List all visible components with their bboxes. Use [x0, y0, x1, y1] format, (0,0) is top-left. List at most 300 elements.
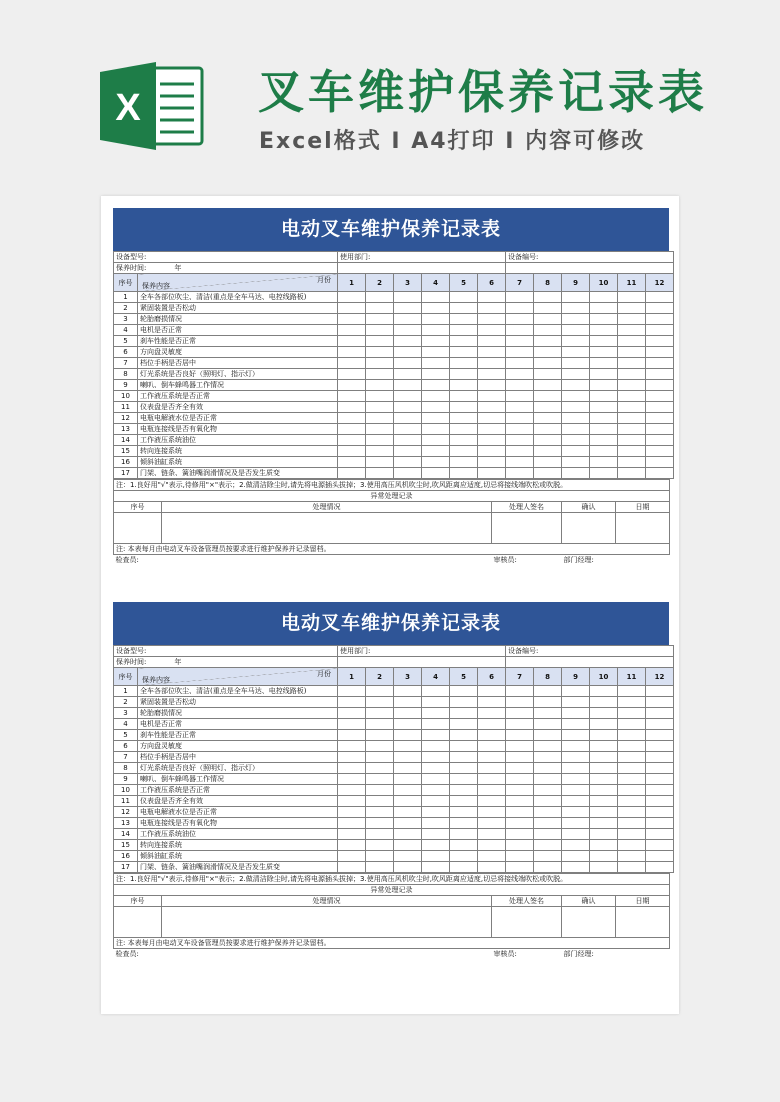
check-cell[interactable] [590, 697, 618, 708]
check-cell[interactable] [366, 402, 394, 413]
check-cell[interactable] [366, 424, 394, 435]
check-cell[interactable] [618, 818, 646, 829]
check-cell[interactable] [534, 840, 562, 851]
check-cell[interactable] [534, 336, 562, 347]
check-cell[interactable] [338, 391, 366, 402]
check-cell[interactable] [478, 862, 506, 873]
check-cell[interactable] [646, 391, 674, 402]
check-cell[interactable] [422, 730, 450, 741]
check-cell[interactable] [534, 413, 562, 424]
check-cell[interactable] [450, 829, 478, 840]
check-cell[interactable] [646, 752, 674, 763]
check-cell[interactable] [338, 358, 366, 369]
check-cell[interactable] [478, 851, 506, 862]
check-cell[interactable] [618, 796, 646, 807]
check-cell[interactable] [534, 818, 562, 829]
check-cell[interactable] [422, 741, 450, 752]
check-cell[interactable] [478, 741, 506, 752]
check-cell[interactable] [534, 741, 562, 752]
check-cell[interactable] [646, 413, 674, 424]
check-cell[interactable] [394, 708, 422, 719]
check-cell[interactable] [590, 708, 618, 719]
check-cell[interactable] [618, 380, 646, 391]
check-cell[interactable] [478, 303, 506, 314]
check-cell[interactable] [590, 369, 618, 380]
check-cell[interactable] [394, 468, 422, 479]
check-cell[interactable] [422, 862, 450, 873]
check-cell[interactable] [422, 391, 450, 402]
check-cell[interactable] [422, 807, 450, 818]
check-cell[interactable] [506, 807, 534, 818]
check-cell[interactable] [534, 358, 562, 369]
check-cell[interactable] [646, 336, 674, 347]
check-cell[interactable] [478, 413, 506, 424]
check-cell[interactable] [590, 807, 618, 818]
check-cell[interactable] [478, 369, 506, 380]
check-cell[interactable] [450, 336, 478, 347]
check-cell[interactable] [534, 303, 562, 314]
check-cell[interactable] [618, 292, 646, 303]
check-cell[interactable] [590, 468, 618, 479]
check-cell[interactable] [590, 741, 618, 752]
check-cell[interactable] [366, 446, 394, 457]
check-cell[interactable] [394, 807, 422, 818]
check-cell[interactable] [450, 730, 478, 741]
check-cell[interactable] [450, 468, 478, 479]
check-cell[interactable] [562, 358, 590, 369]
check-cell[interactable] [646, 424, 674, 435]
check-cell[interactable] [366, 347, 394, 358]
check-cell[interactable] [562, 446, 590, 457]
check-cell[interactable] [534, 719, 562, 730]
check-cell[interactable] [338, 413, 366, 424]
check-cell[interactable] [422, 829, 450, 840]
check-cell[interactable] [422, 369, 450, 380]
check-cell[interactable] [618, 708, 646, 719]
check-cell[interactable] [506, 774, 534, 785]
check-cell[interactable] [422, 796, 450, 807]
check-cell[interactable] [338, 369, 366, 380]
check-cell[interactable] [366, 686, 394, 697]
check-cell[interactable] [562, 840, 590, 851]
check-cell[interactable] [366, 752, 394, 763]
check-cell[interactable] [506, 380, 534, 391]
check-cell[interactable] [450, 391, 478, 402]
check-cell[interactable] [534, 292, 562, 303]
check-cell[interactable] [478, 457, 506, 468]
check-cell[interactable] [590, 314, 618, 325]
check-cell[interactable] [394, 314, 422, 325]
check-cell[interactable] [506, 818, 534, 829]
check-cell[interactable] [562, 807, 590, 818]
check-cell[interactable] [534, 774, 562, 785]
check-cell[interactable] [366, 457, 394, 468]
check-cell[interactable] [394, 424, 422, 435]
check-cell[interactable] [338, 708, 366, 719]
check-cell[interactable] [450, 402, 478, 413]
check-cell[interactable] [422, 785, 450, 796]
check-cell[interactable] [590, 829, 618, 840]
check-cell[interactable] [338, 402, 366, 413]
check-cell[interactable] [338, 314, 366, 325]
check-cell[interactable] [646, 369, 674, 380]
check-cell[interactable] [534, 446, 562, 457]
check-cell[interactable] [422, 347, 450, 358]
check-cell[interactable] [590, 785, 618, 796]
check-cell[interactable] [506, 435, 534, 446]
check-cell[interactable] [590, 818, 618, 829]
check-cell[interactable] [618, 435, 646, 446]
check-cell[interactable] [618, 752, 646, 763]
check-cell[interactable] [506, 369, 534, 380]
check-cell[interactable] [338, 730, 366, 741]
check-cell[interactable] [646, 402, 674, 413]
check-cell[interactable] [618, 347, 646, 358]
check-cell[interactable] [562, 862, 590, 873]
check-cell[interactable] [646, 862, 674, 873]
check-cell[interactable] [338, 840, 366, 851]
check-cell[interactable] [562, 829, 590, 840]
check-cell[interactable] [646, 785, 674, 796]
check-cell[interactable] [534, 708, 562, 719]
check-cell[interactable] [394, 457, 422, 468]
check-cell[interactable] [506, 719, 534, 730]
check-cell[interactable] [646, 686, 674, 697]
check-cell[interactable] [338, 292, 366, 303]
check-cell[interactable] [478, 314, 506, 325]
check-cell[interactable] [394, 752, 422, 763]
check-cell[interactable] [646, 325, 674, 336]
check-cell[interactable] [590, 435, 618, 446]
check-cell[interactable] [422, 336, 450, 347]
check-cell[interactable] [562, 763, 590, 774]
check-cell[interactable] [618, 730, 646, 741]
check-cell[interactable] [450, 741, 478, 752]
check-cell[interactable] [506, 796, 534, 807]
check-cell[interactable] [646, 851, 674, 862]
check-cell[interactable] [618, 763, 646, 774]
check-cell[interactable] [478, 380, 506, 391]
check-cell[interactable] [534, 862, 562, 873]
check-cell[interactable] [478, 774, 506, 785]
check-cell[interactable] [478, 719, 506, 730]
check-cell[interactable] [618, 851, 646, 862]
check-cell[interactable] [618, 807, 646, 818]
check-cell[interactable] [646, 774, 674, 785]
check-cell[interactable] [618, 457, 646, 468]
check-cell[interactable] [478, 730, 506, 741]
check-cell[interactable] [422, 468, 450, 479]
check-cell[interactable] [366, 862, 394, 873]
check-cell[interactable] [366, 763, 394, 774]
check-cell[interactable] [366, 369, 394, 380]
check-cell[interactable] [450, 314, 478, 325]
check-cell[interactable] [394, 336, 422, 347]
check-cell[interactable] [646, 457, 674, 468]
check-cell[interactable] [506, 840, 534, 851]
check-cell[interactable] [562, 347, 590, 358]
check-cell[interactable] [366, 413, 394, 424]
check-cell[interactable] [562, 314, 590, 325]
check-cell[interactable] [422, 446, 450, 457]
check-cell[interactable] [534, 697, 562, 708]
check-cell[interactable] [506, 829, 534, 840]
check-cell[interactable] [646, 347, 674, 358]
check-cell[interactable] [366, 314, 394, 325]
check-cell[interactable] [478, 796, 506, 807]
check-cell[interactable] [338, 807, 366, 818]
check-cell[interactable] [366, 719, 394, 730]
check-cell[interactable] [590, 457, 618, 468]
check-cell[interactable] [366, 325, 394, 336]
check-cell[interactable] [366, 829, 394, 840]
check-cell[interactable] [366, 303, 394, 314]
check-cell[interactable] [590, 336, 618, 347]
check-cell[interactable] [422, 851, 450, 862]
check-cell[interactable] [366, 358, 394, 369]
check-cell[interactable] [338, 752, 366, 763]
check-cell[interactable] [366, 818, 394, 829]
check-cell[interactable] [562, 457, 590, 468]
check-cell[interactable] [590, 719, 618, 730]
check-cell[interactable] [394, 862, 422, 873]
check-cell[interactable] [590, 851, 618, 862]
check-cell[interactable] [394, 686, 422, 697]
check-cell[interactable] [450, 435, 478, 446]
check-cell[interactable] [534, 468, 562, 479]
check-cell[interactable] [338, 741, 366, 752]
check-cell[interactable] [506, 358, 534, 369]
check-cell[interactable] [562, 435, 590, 446]
check-cell[interactable] [450, 796, 478, 807]
check-cell[interactable] [506, 424, 534, 435]
check-cell[interactable] [506, 303, 534, 314]
check-cell[interactable] [366, 741, 394, 752]
check-cell[interactable] [646, 468, 674, 479]
check-cell[interactable] [506, 391, 534, 402]
check-cell[interactable] [478, 840, 506, 851]
check-cell[interactable] [590, 796, 618, 807]
check-cell[interactable] [338, 697, 366, 708]
check-cell[interactable] [422, 424, 450, 435]
check-cell[interactable] [646, 741, 674, 752]
check-cell[interactable] [562, 369, 590, 380]
check-cell[interactable] [478, 424, 506, 435]
check-cell[interactable] [422, 314, 450, 325]
check-cell[interactable] [338, 347, 366, 358]
check-cell[interactable] [534, 686, 562, 697]
check-cell[interactable] [646, 314, 674, 325]
check-cell[interactable] [338, 862, 366, 873]
check-cell[interactable] [394, 763, 422, 774]
check-cell[interactable] [590, 424, 618, 435]
check-cell[interactable] [366, 697, 394, 708]
check-cell[interactable] [646, 796, 674, 807]
check-cell[interactable] [338, 829, 366, 840]
check-cell[interactable] [366, 435, 394, 446]
check-cell[interactable] [450, 774, 478, 785]
check-cell[interactable] [646, 840, 674, 851]
check-cell[interactable] [338, 468, 366, 479]
check-cell[interactable] [394, 785, 422, 796]
check-cell[interactable] [478, 435, 506, 446]
check-cell[interactable] [338, 435, 366, 446]
check-cell[interactable] [422, 840, 450, 851]
check-cell[interactable] [646, 807, 674, 818]
check-cell[interactable] [618, 774, 646, 785]
check-cell[interactable] [590, 774, 618, 785]
check-cell[interactable] [422, 686, 450, 697]
check-cell[interactable] [590, 446, 618, 457]
check-cell[interactable] [562, 380, 590, 391]
check-cell[interactable] [562, 686, 590, 697]
check-cell[interactable] [562, 752, 590, 763]
check-cell[interactable] [338, 774, 366, 785]
check-cell[interactable] [618, 741, 646, 752]
check-cell[interactable] [338, 818, 366, 829]
check-cell[interactable] [338, 446, 366, 457]
check-cell[interactable] [422, 752, 450, 763]
check-cell[interactable] [394, 391, 422, 402]
check-cell[interactable] [394, 818, 422, 829]
check-cell[interactable] [534, 347, 562, 358]
check-cell[interactable] [534, 752, 562, 763]
check-cell[interactable] [590, 358, 618, 369]
check-cell[interactable] [366, 391, 394, 402]
check-cell[interactable] [450, 862, 478, 873]
check-cell[interactable] [562, 413, 590, 424]
check-cell[interactable] [450, 818, 478, 829]
check-cell[interactable] [366, 840, 394, 851]
check-cell[interactable] [366, 708, 394, 719]
check-cell[interactable] [562, 468, 590, 479]
check-cell[interactable] [506, 413, 534, 424]
check-cell[interactable] [394, 413, 422, 424]
check-cell[interactable] [534, 391, 562, 402]
check-cell[interactable] [394, 796, 422, 807]
check-cell[interactable] [562, 796, 590, 807]
check-cell[interactable] [394, 851, 422, 862]
check-cell[interactable] [534, 380, 562, 391]
check-cell[interactable] [646, 697, 674, 708]
check-cell[interactable] [590, 402, 618, 413]
check-cell[interactable] [534, 435, 562, 446]
check-cell[interactable] [618, 369, 646, 380]
check-cell[interactable] [450, 358, 478, 369]
check-cell[interactable] [366, 796, 394, 807]
check-cell[interactable] [562, 719, 590, 730]
check-cell[interactable] [590, 391, 618, 402]
check-cell[interactable] [618, 446, 646, 457]
check-cell[interactable] [534, 402, 562, 413]
check-cell[interactable] [422, 413, 450, 424]
check-cell[interactable] [450, 457, 478, 468]
check-cell[interactable] [534, 829, 562, 840]
check-cell[interactable] [450, 697, 478, 708]
check-cell[interactable] [506, 763, 534, 774]
check-cell[interactable] [394, 369, 422, 380]
check-cell[interactable] [422, 402, 450, 413]
check-cell[interactable] [366, 851, 394, 862]
check-cell[interactable] [338, 457, 366, 468]
check-cell[interactable] [618, 468, 646, 479]
check-cell[interactable] [394, 303, 422, 314]
check-cell[interactable] [506, 468, 534, 479]
check-cell[interactable] [506, 325, 534, 336]
check-cell[interactable] [618, 314, 646, 325]
check-cell[interactable] [562, 774, 590, 785]
check-cell[interactable] [394, 730, 422, 741]
check-cell[interactable] [506, 686, 534, 697]
check-cell[interactable] [562, 303, 590, 314]
check-cell[interactable] [338, 380, 366, 391]
check-cell[interactable] [450, 719, 478, 730]
check-cell[interactable] [590, 325, 618, 336]
check-cell[interactable] [478, 325, 506, 336]
check-cell[interactable] [422, 719, 450, 730]
check-cell[interactable] [394, 292, 422, 303]
check-cell[interactable] [562, 708, 590, 719]
check-cell[interactable] [618, 303, 646, 314]
check-cell[interactable] [618, 785, 646, 796]
check-cell[interactable] [478, 807, 506, 818]
check-cell[interactable] [646, 292, 674, 303]
check-cell[interactable] [646, 719, 674, 730]
check-cell[interactable] [338, 796, 366, 807]
check-cell[interactable] [534, 807, 562, 818]
check-cell[interactable] [534, 457, 562, 468]
check-cell[interactable] [394, 741, 422, 752]
check-cell[interactable] [478, 347, 506, 358]
check-cell[interactable] [478, 829, 506, 840]
check-cell[interactable] [590, 413, 618, 424]
check-cell[interactable] [422, 697, 450, 708]
check-cell[interactable] [646, 829, 674, 840]
check-cell[interactable] [338, 424, 366, 435]
check-cell[interactable] [394, 402, 422, 413]
check-cell[interactable] [646, 818, 674, 829]
check-cell[interactable] [450, 413, 478, 424]
check-cell[interactable] [618, 719, 646, 730]
check-cell[interactable] [450, 851, 478, 862]
check-cell[interactable] [562, 741, 590, 752]
check-cell[interactable] [590, 292, 618, 303]
check-cell[interactable] [422, 303, 450, 314]
check-cell[interactable] [562, 336, 590, 347]
check-cell[interactable] [450, 325, 478, 336]
check-cell[interactable] [394, 697, 422, 708]
check-cell[interactable] [478, 336, 506, 347]
check-cell[interactable] [506, 862, 534, 873]
check-cell[interactable] [450, 303, 478, 314]
check-cell[interactable] [394, 774, 422, 785]
check-cell[interactable] [646, 303, 674, 314]
check-cell[interactable] [394, 446, 422, 457]
check-cell[interactable] [590, 730, 618, 741]
check-cell[interactable] [506, 697, 534, 708]
check-cell[interactable] [338, 785, 366, 796]
check-cell[interactable] [562, 391, 590, 402]
check-cell[interactable] [366, 336, 394, 347]
check-cell[interactable] [450, 763, 478, 774]
check-cell[interactable] [646, 446, 674, 457]
check-cell[interactable] [618, 391, 646, 402]
check-cell[interactable] [450, 369, 478, 380]
check-cell[interactable] [506, 851, 534, 862]
check-cell[interactable] [366, 730, 394, 741]
check-cell[interactable] [478, 468, 506, 479]
check-cell[interactable] [534, 785, 562, 796]
